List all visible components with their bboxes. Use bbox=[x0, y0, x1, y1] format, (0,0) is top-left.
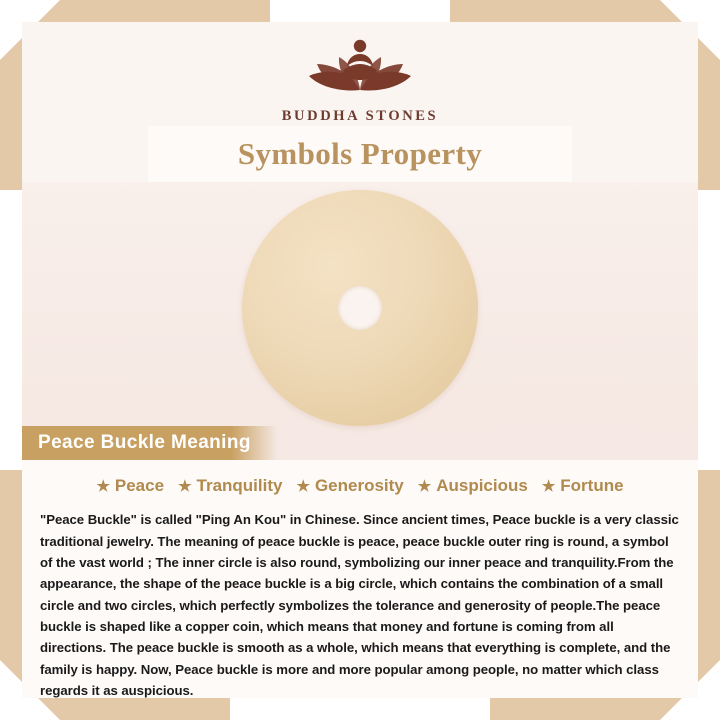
star-icon: ★ bbox=[541, 478, 556, 495]
keyword-label: Fortune bbox=[560, 476, 624, 495]
peace-buckle-disc-hole bbox=[338, 286, 382, 330]
keyword-item bbox=[178, 476, 282, 496]
page-title: Symbols Property bbox=[237, 136, 483, 171]
brand-name: BUDDHA STONES bbox=[281, 108, 439, 124]
star-icon: ★ bbox=[178, 478, 192, 495]
star-icon: ★ bbox=[296, 478, 310, 495]
keyword-item bbox=[418, 476, 528, 496]
poster-panel bbox=[22, 22, 698, 698]
keyword-label: Auspicious bbox=[436, 476, 528, 495]
content-card bbox=[22, 460, 698, 698]
keyword-label: Generosity bbox=[314, 476, 404, 495]
description-paragraph: "Peace Buckle" is called "Ping An Kou" in Chinese. Since ancient times, Peace buckle is a very classic traditional jewelry. The meaning of peace buckle is peace, peace buckle outer ring is round, a symbol of the vast world ; The inner circle is also round, symbolizing our inner peace and tranquility.From the appearance, the shape of the peace buckle is a big circle, which contains the combination of a small circle and two circles, which perfectly symbolizes the tolerance and generosity of people.The peace buckle is shaped like a copper coin, which means that money and fortune is coming from all directions. The peace buckle is smooth as a whole, which means that everything is complete, and the family is happy. Now, Peace buckle is more and more popular among people, no matter which class regards it as auspicious. bbox=[40, 512, 679, 698]
keyword-label: Tranquility bbox=[196, 476, 283, 495]
keyword-item bbox=[296, 476, 403, 496]
keyword-item bbox=[542, 476, 624, 496]
product-image-area bbox=[22, 190, 698, 420]
peace-buckle-disc bbox=[242, 190, 478, 426]
lotus-meditation-icon bbox=[295, 30, 425, 102]
keyword-item bbox=[96, 476, 164, 496]
section-label-text: Peace Buckle Meaning bbox=[38, 432, 251, 453]
keyword-label: Peace bbox=[114, 476, 165, 495]
title-bar bbox=[148, 126, 572, 182]
brand-block bbox=[22, 30, 698, 125]
star-icon: ★ bbox=[417, 478, 432, 495]
section-label bbox=[22, 426, 277, 460]
star-icon: ★ bbox=[96, 478, 110, 495]
keyword-list bbox=[40, 476, 680, 496]
